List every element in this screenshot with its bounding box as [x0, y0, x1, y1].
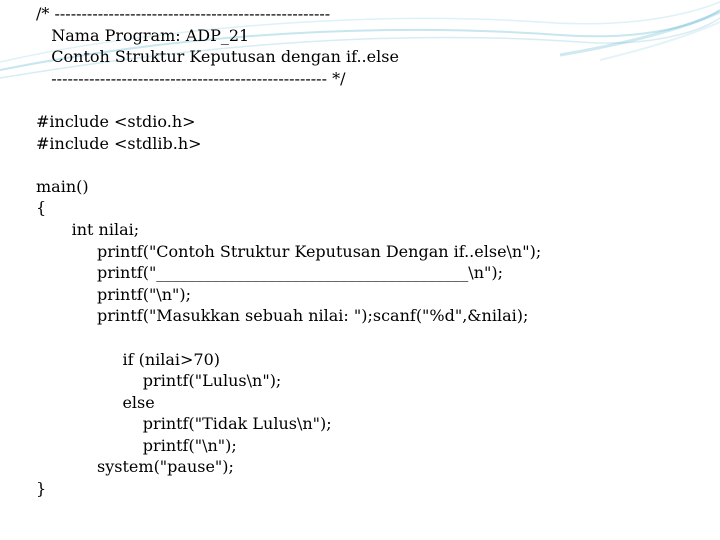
comment-description-line: Contoh Struktur Keputusan dengan if..else	[36, 47, 399, 67]
declaration-line: int nilai;	[36, 219, 140, 239]
printf-title-line: printf("Contoh Struktur Keputusan Dengan if..else\n");	[36, 241, 542, 261]
comment-program-name-line: Nama Program: ADP_21	[36, 25, 250, 45]
else-line: else	[36, 392, 155, 412]
blank-line	[36, 154, 706, 176]
printf-tidak-lulus-line: printf("Tidak Lulus\n");	[36, 414, 332, 434]
printf-newline-line: printf("\n");	[36, 284, 191, 304]
printf-lulus-line: printf("Lulus\n");	[36, 371, 282, 391]
open-brace-line: {	[36, 198, 47, 218]
comment-open-line: /* ---------------------------------------------------	[36, 4, 331, 23]
include-stdlib-line: #include <stdlib.h>	[36, 133, 202, 153]
printf-newline-line-2: printf("\n");	[36, 435, 237, 455]
blank-line	[36, 89, 706, 111]
printf-input-line: printf("Masukkan sebuah nilai: ");scanf("%d",&nilai);	[36, 306, 529, 326]
blank-line	[36, 327, 706, 349]
printf-underline-line: printf("_______________________________________\n");	[36, 263, 503, 283]
if-condition-line: if (nilai>70)	[36, 349, 221, 369]
system-pause-line: system("pause");	[36, 457, 234, 477]
comment-close-line: --------------------------------------------------- */	[36, 68, 346, 88]
code-block	[36, 3, 706, 500]
include-stdio-line: #include <stdio.h>	[36, 111, 196, 131]
close-brace-line: }	[36, 479, 47, 499]
main-signature-line: main()	[36, 176, 89, 196]
